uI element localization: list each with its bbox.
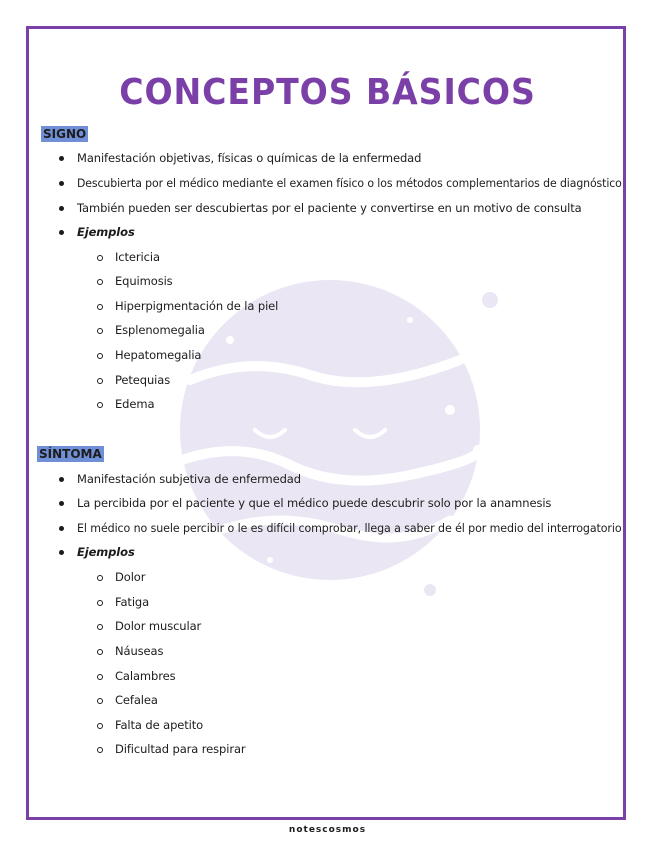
- circle-bullet-icon: [97, 575, 103, 581]
- list-item: Manifestación objetivas, físicas o químicas de la enfermedad: [77, 151, 422, 165]
- circle-bullet-icon: [97, 279, 103, 285]
- circle-bullet-icon: [97, 674, 103, 680]
- circle-bullet-icon: [97, 649, 103, 655]
- list-item: Equimosis: [115, 274, 173, 288]
- list-item: Esplenomegalia: [115, 323, 205, 337]
- circle-bullet-icon: [97, 402, 103, 408]
- bullet-icon: [59, 550, 64, 555]
- bullet-icon: [59, 156, 64, 161]
- circle-bullet-icon: [97, 255, 103, 261]
- list-item: Hiperpigmentación de la piel: [115, 299, 279, 313]
- list-item: Descubierta por el médico mediante el examen físico o los métodos complementarios de diagnóstico: [77, 176, 622, 190]
- circle-bullet-icon: [97, 328, 103, 334]
- list-item: Dolor: [115, 570, 146, 584]
- list-item: Cefalea: [115, 693, 158, 707]
- examples-label: Ejemplos: [77, 545, 135, 559]
- circle-bullet-icon: [97, 353, 103, 359]
- bullet-icon: [59, 206, 64, 211]
- section-heading-sintoma: SÍNTOMA: [39, 447, 102, 461]
- examples-label: Ejemplos: [77, 225, 135, 239]
- circle-bullet-icon: [97, 698, 103, 704]
- list-item: Dolor muscular: [115, 619, 202, 633]
- list-item: También pueden ser descubiertas por el paciente y convertirse en un motivo de consulta: [77, 201, 582, 215]
- list-item: Edema: [115, 397, 155, 411]
- list-item: Calambres: [115, 669, 176, 683]
- circle-bullet-icon: [97, 304, 103, 310]
- list-item: Falta de apetito: [115, 718, 204, 732]
- list-item: Ictericia: [115, 250, 160, 264]
- bullet-icon: [59, 181, 64, 186]
- list-item: Hepatomegalia: [115, 348, 202, 362]
- list-item: Fatiga: [115, 595, 150, 609]
- bullet-icon: [59, 230, 64, 235]
- bullet-icon: [59, 526, 64, 531]
- bullet-icon: [59, 501, 64, 506]
- section-heading-signo: SIGNO: [43, 127, 87, 141]
- footer-brand: notescosmos: [288, 825, 367, 835]
- circle-bullet-icon: [97, 600, 103, 606]
- list-item: La percibida por el paciente y que el médico puede descubrir solo por la anamnesis: [77, 496, 552, 510]
- list-item: Náuseas: [115, 644, 164, 658]
- list-item: Manifestación subjetiva de enfermedad: [77, 472, 301, 486]
- list-item: El médico no suele percibir o le es difícil comprobar, llega a saber de él por medio del interrogatorio: [77, 521, 622, 535]
- list-item: Dificultad para respirar: [115, 742, 246, 756]
- list-item: Petequias: [115, 373, 171, 387]
- page-title: CONCEPTOS BÁSICOS: [119, 72, 536, 113]
- bullet-icon: [59, 477, 64, 482]
- circle-bullet-icon: [97, 747, 103, 753]
- circle-bullet-icon: [97, 378, 103, 384]
- circle-bullet-icon: [97, 624, 103, 630]
- circle-bullet-icon: [97, 723, 103, 729]
